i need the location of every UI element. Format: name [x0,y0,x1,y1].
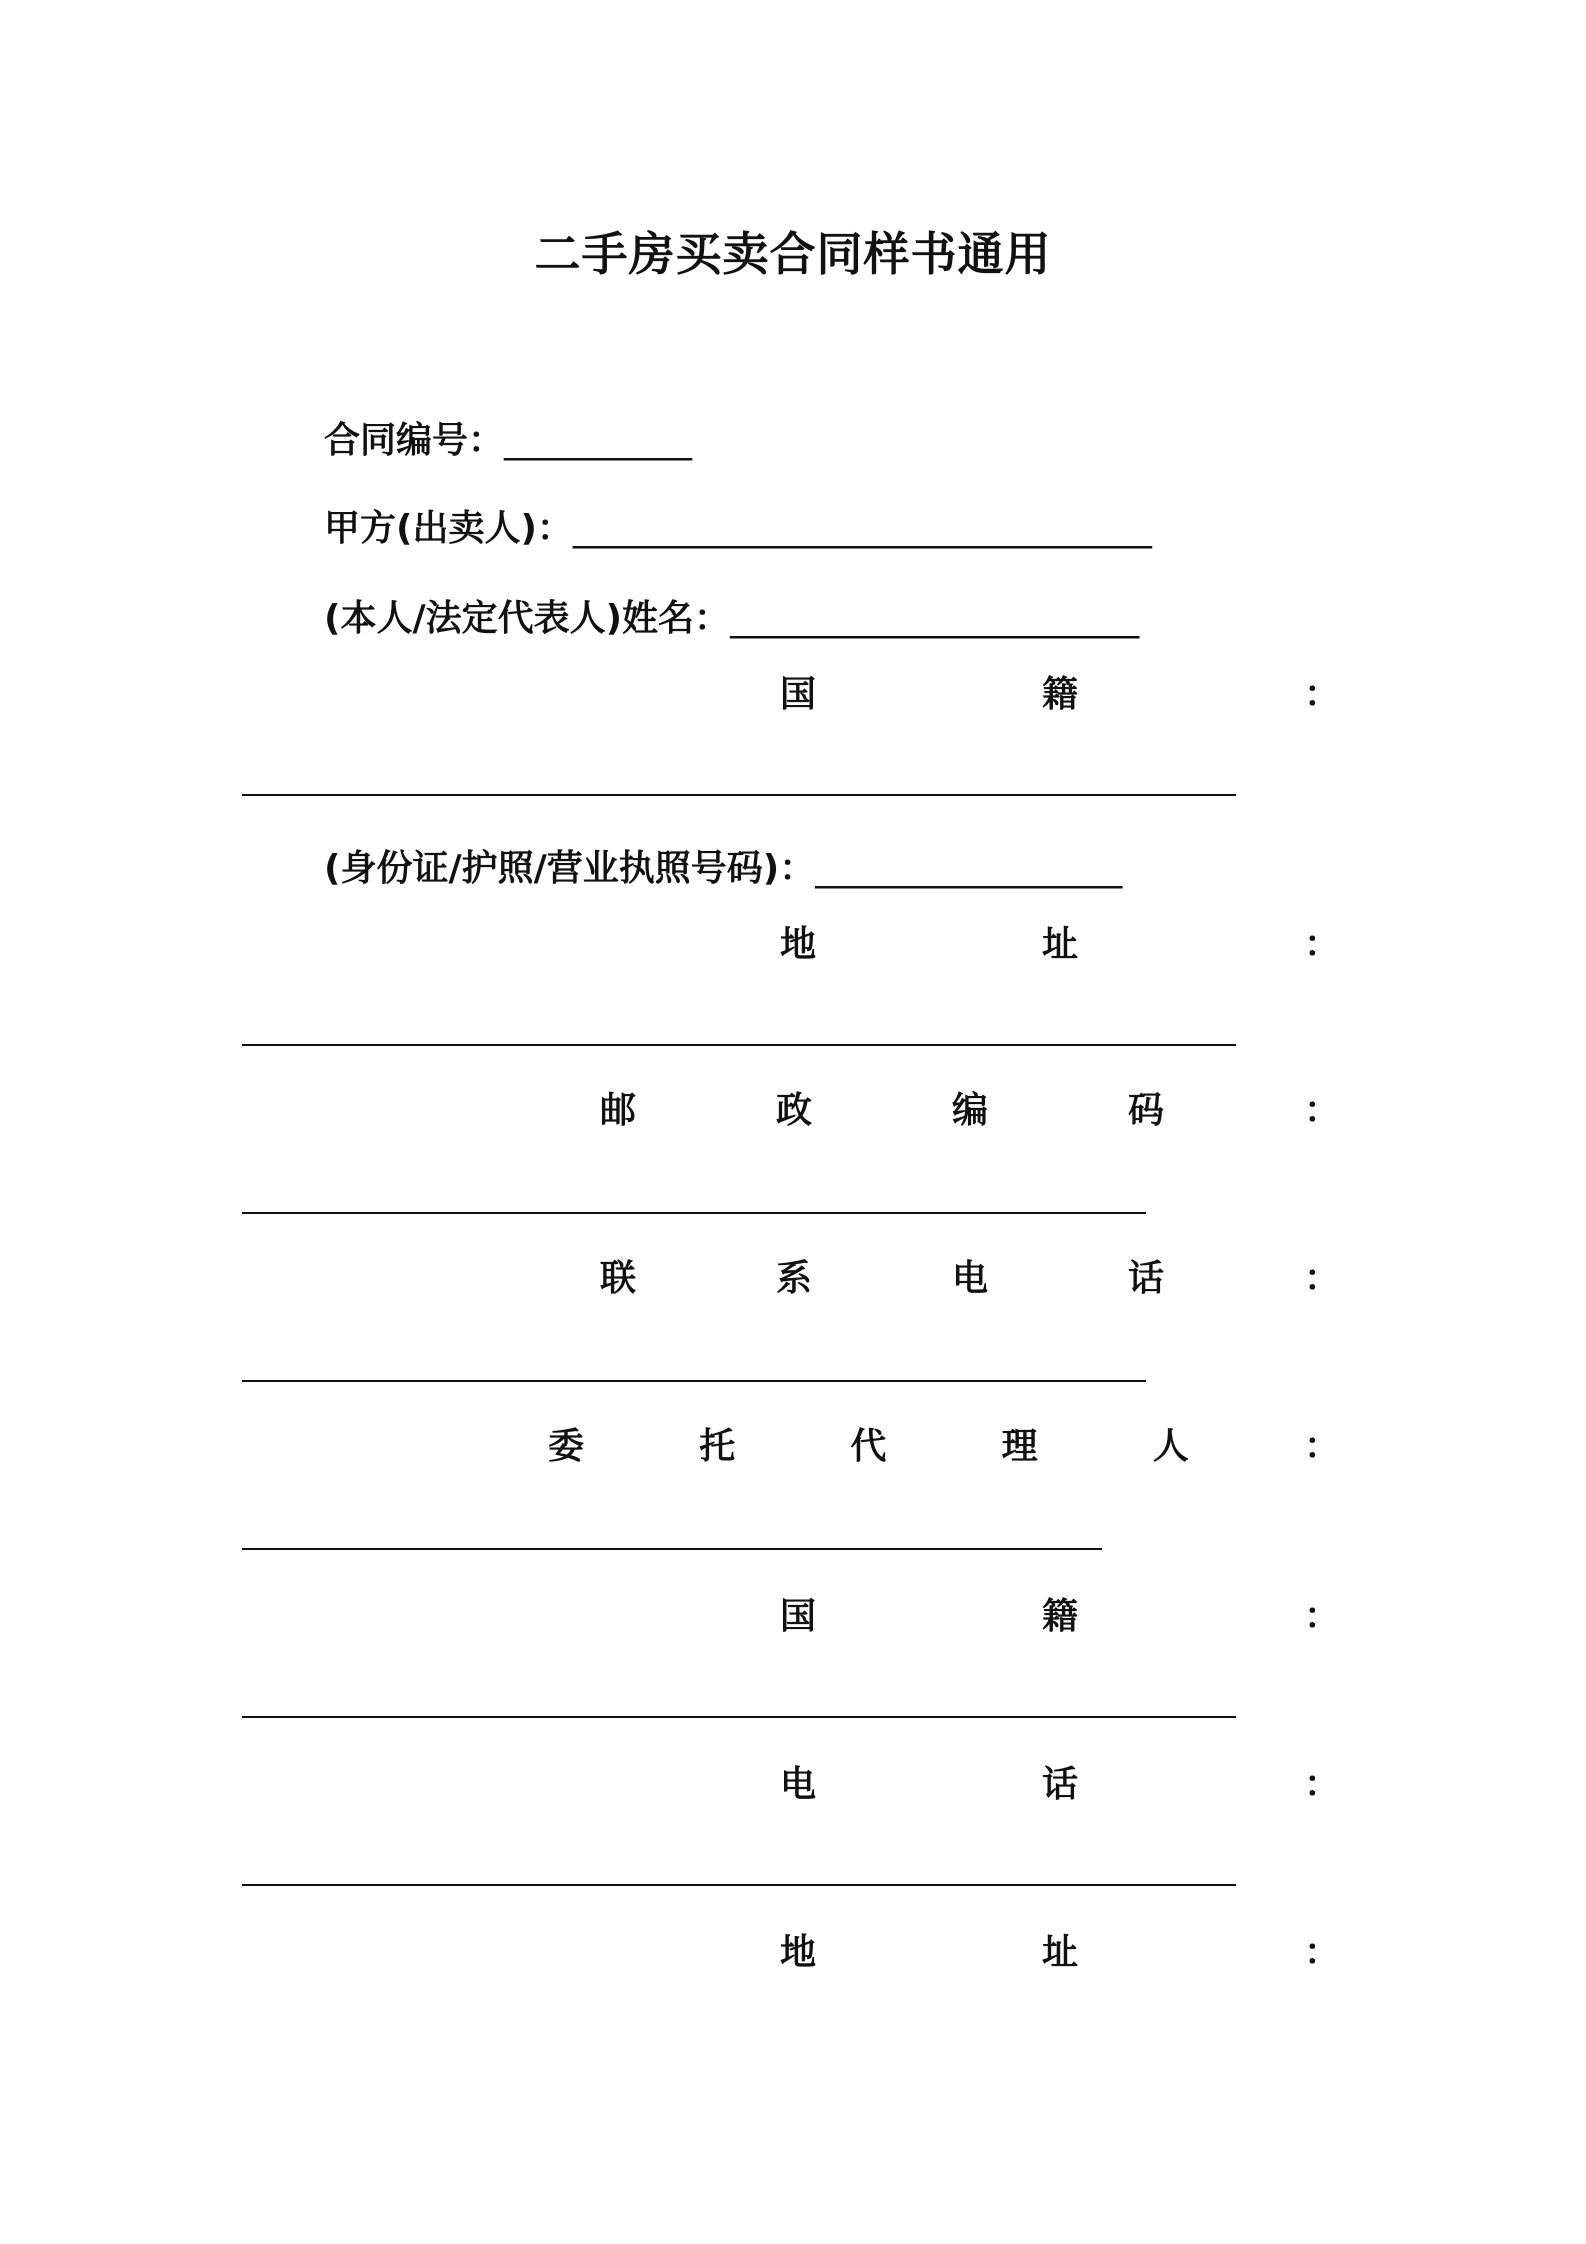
representative-name-label: (本人/法定代表人)姓名： [324,598,731,639]
postcode-colon: ： [1303,1090,1340,1131]
agent-char: 理 [1001,1426,1038,1467]
contact-phone-char: 电 [951,1258,988,1299]
agent-char: 托 [699,1426,736,1467]
agent-blank-rule[interactable] [242,1548,1102,1550]
party-a-line [324,500,1151,551]
nationality-char: 籍 [1041,674,1078,715]
party-a-label: 甲方(出卖人)： [324,508,573,549]
phone-blank-rule[interactable] [242,1884,1236,1886]
nationality-label-1 [780,666,1340,717]
address-colon: ： [1303,924,1340,965]
agent-char: 代 [850,1426,887,1467]
phone-label [780,1756,1340,1807]
address-blank-rule-1[interactable] [242,1044,1236,1046]
party-a-blank[interactable]: __________________________________ [572,508,1151,549]
contact-phone-char: 话 [1127,1258,1164,1299]
address-char: 地 [780,1932,817,1973]
agent-char: 委 [548,1426,585,1467]
phone-colon: ： [1303,1764,1340,1805]
contract-number-label: 合同编号： [324,420,505,461]
agent-char: 人 [1152,1426,1189,1467]
contact-phone-char: 系 [775,1258,812,1299]
postcode-char: 编 [951,1090,988,1131]
nationality-colon: ： [1303,674,1340,715]
nationality-char: 籍 [1041,1596,1078,1637]
postcode-blank-rule[interactable] [242,1212,1146,1214]
contract-number-line [324,412,691,463]
contract-number-blank[interactable]: ___________ [504,420,692,461]
postcode-char: 码 [1127,1090,1164,1131]
nationality-label-2 [780,1588,1340,1639]
contact-phone-char: 联 [600,1258,637,1299]
address-char: 地 [780,924,817,965]
nationality-colon: ： [1303,1596,1340,1637]
nationality-blank-rule-1[interactable] [242,794,1236,796]
postcode-char: 政 [775,1090,812,1131]
representative-name-blank[interactable]: ________________________ [730,598,1139,639]
agent-colon: ： [1303,1426,1340,1467]
nationality-char: 国 [780,1596,817,1637]
contact-phone-blank-rule[interactable] [242,1380,1146,1382]
address-char: 址 [1041,924,1078,965]
id-number-blank[interactable]: __________________ [815,848,1122,889]
nationality-blank-rule-2[interactable] [242,1716,1236,1718]
representative-name-line [324,590,1138,641]
agent-label [548,1418,1340,1469]
contact-phone-colon: ： [1303,1258,1340,1299]
address-label-2 [780,1924,1340,1975]
nationality-char: 国 [780,674,817,715]
postcode-label [600,1082,1340,1133]
document-title: 二手房买卖合同样书通用 [534,227,1052,281]
phone-char: 电 [780,1764,817,1805]
postcode-char: 邮 [600,1090,637,1131]
address-char: 址 [1041,1932,1078,1973]
id-number-label: (身份证/护照/营业执照号码)： [324,848,816,889]
address-label-1 [780,916,1340,967]
id-number-line [324,840,1121,891]
address-colon: ： [1303,1932,1340,1973]
contact-phone-label [600,1250,1340,1301]
phone-char: 话 [1041,1764,1078,1805]
